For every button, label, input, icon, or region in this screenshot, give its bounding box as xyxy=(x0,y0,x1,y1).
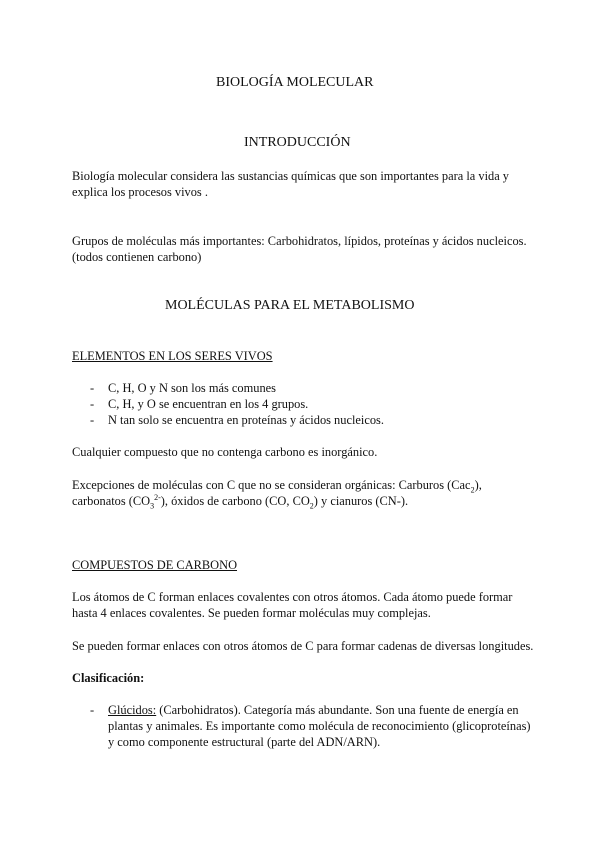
superscript: 2- xyxy=(154,492,161,502)
bullet-dash: - xyxy=(90,381,95,395)
document-title: BIOLOGÍA MOLECULAR xyxy=(216,75,374,90)
compounds-paragraph-line-1: Los átomos de C forman enlaces covalentes con otros átomos. Cada átomo puede formar xyxy=(72,590,513,604)
exceptions-paragraph-line-2 xyxy=(72,493,408,509)
glucidos-line-3: y como componente estructural (parte del ADN/ARN). xyxy=(108,735,381,749)
exceptions-text: carbonatos (CO xyxy=(72,494,151,508)
classification-label: Clasificación: xyxy=(72,671,145,685)
exceptions-text: ), xyxy=(474,478,482,492)
bullet-dash: - xyxy=(90,397,95,411)
inorganic-paragraph: Cualquier compuesto que no contenga carbono es inorgánico. xyxy=(72,445,378,459)
groups-paragraph-line-2: (todos contienen carbono) xyxy=(72,250,202,264)
elements-item-3: N tan solo se encuentra en proteínas y ácidos nucleicos. xyxy=(108,413,384,427)
intro-heading: INTRODUCCIÓN xyxy=(244,135,351,150)
groups-paragraph-line-1: Grupos de moléculas más importantes: Carbohidratos, lípidos, proteínas y ácidos nucleicos. xyxy=(72,234,527,248)
subscript: 3 xyxy=(150,501,155,511)
glucidos-line-1 xyxy=(108,702,519,718)
exceptions-text: ) y cianuros (CN-). xyxy=(313,494,409,508)
intro-paragraph-line-1: Biología molecular considera las sustancias químicas que son importantes para la vida y xyxy=(72,169,509,183)
exceptions-paragraph-line-1 xyxy=(72,477,482,493)
bullet-dash: - xyxy=(90,413,95,427)
compounds-heading: COMPUESTOS DE CARBONO xyxy=(72,558,238,572)
metabolism-heading: MOLÉCULAS PARA EL METABOLISMO xyxy=(165,298,415,313)
intro-paragraph-line-2: explica los procesos vivos . xyxy=(72,185,208,199)
chains-paragraph: Se pueden formar enlaces con otros átomos de C para formar cadenas de diversas longitudes. xyxy=(72,639,534,653)
exceptions-text: ), óxidos de carbono (CO, CO xyxy=(160,494,310,508)
compounds-paragraph-line-2: hasta 4 enlaces covalentes. Se pueden formar moléculas muy complejas. xyxy=(72,606,431,620)
glucidos-text: (Carbohidratos). Categoría más abundante. Son una fuente de energía en xyxy=(156,703,519,717)
elements-item-2: C, H, y O se encuentran en los 4 grupos. xyxy=(108,397,309,411)
bullet-dash: - xyxy=(90,703,95,717)
glucidos-line-2: plantas y animales. Es importante como molécula de reconocimiento (glicoproteínas) xyxy=(108,719,531,733)
subscript: 2 xyxy=(470,485,475,495)
elements-item-1: C, H, O y N son los más comunes xyxy=(108,381,276,395)
exceptions-text: Excepciones de moléculas con C que no se consideran orgánicas: Carburos (Cac xyxy=(72,478,471,492)
elements-heading: ELEMENTOS EN LOS SERES VIVOS xyxy=(72,349,273,363)
subscript: 2 xyxy=(309,501,314,511)
glucidos-term: Glúcidos: xyxy=(108,703,157,717)
